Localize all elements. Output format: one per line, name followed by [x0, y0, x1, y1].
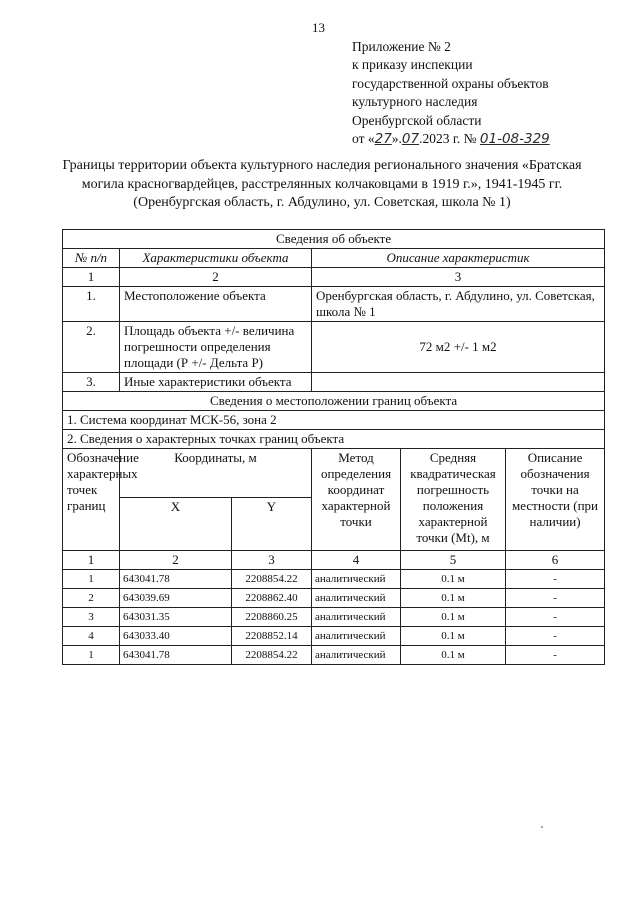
order-number: 01-08-329	[479, 131, 550, 148]
point-method: аналитический	[312, 570, 401, 589]
point-error: 0.1 м	[401, 608, 506, 627]
point-error: 0.1 м	[401, 646, 506, 665]
point-description: -	[506, 570, 605, 589]
index-cell: 3	[232, 551, 312, 570]
point-description: -	[506, 627, 605, 646]
index-cell: 5	[401, 551, 506, 570]
points-heading: 2. Сведения о характерных точках границ объекта	[63, 430, 605, 449]
index-cell: 2	[120, 268, 312, 287]
scan-speck	[541, 826, 543, 828]
table-row	[63, 570, 605, 589]
point-error: 0.1 м	[401, 570, 506, 589]
order-month: 07	[401, 131, 420, 148]
header-method: Метод определения координат характерной точки	[312, 449, 401, 551]
index-cell: 4	[312, 551, 401, 570]
point-description: -	[506, 608, 605, 627]
point-x: 643031.35	[120, 608, 232, 627]
date-separator: ».	[391, 131, 402, 147]
description-cell: 72 м2 +/- 1 м2	[312, 322, 605, 373]
point-y: 2208862.40	[232, 589, 312, 608]
header-coordinates: Координаты, м	[120, 449, 312, 498]
table-row	[63, 373, 605, 392]
appendix-line: государственной охраны объектов	[352, 75, 549, 91]
point-id: 3	[63, 608, 120, 627]
header-x: X	[120, 498, 232, 551]
page-number: 13	[312, 20, 325, 35]
point-error: 0.1 м	[401, 627, 506, 646]
column-header-description: Описание характеристик	[312, 249, 605, 268]
column-header-number: № п/п	[63, 249, 120, 268]
point-id: 2	[63, 589, 120, 608]
appendix-line: Приложение № 2	[352, 39, 451, 54]
header-y: Y	[232, 498, 312, 551]
point-method: аналитический	[312, 646, 401, 665]
table-row	[63, 627, 605, 646]
header-designation: Обозначение характерных точек границ	[63, 449, 120, 551]
point-x: 643039.69	[120, 589, 232, 608]
point-id: 1	[63, 646, 120, 665]
row-number: 2.	[63, 322, 120, 373]
header-point-description: Описание обозначения точки на местности (при наличии)	[506, 449, 605, 551]
table-row	[63, 322, 605, 373]
date-prefix: от «	[352, 131, 375, 147]
object-table	[62, 229, 605, 665]
point-method: аналитический	[312, 608, 401, 627]
table-row	[63, 287, 605, 322]
table-row	[63, 646, 605, 665]
point-id: 4	[63, 627, 120, 646]
table-row	[63, 608, 605, 627]
order-day: 27	[374, 131, 392, 148]
characteristic-cell: Местоположение объекта	[120, 287, 312, 322]
appendix-line: культурного наследия	[352, 94, 478, 110]
table-row	[63, 589, 605, 608]
point-y: 2208860.25	[232, 608, 312, 627]
characteristic-cell: Иные характеристики объекта	[120, 373, 312, 392]
header-error: Средняя квадратическая погрешность положения характерной точки (Mt), м	[401, 449, 506, 551]
point-y: 2208852.14	[232, 627, 312, 646]
column-header-characteristics: Характеристики объекта	[120, 249, 312, 268]
index-cell: 1	[63, 551, 120, 570]
point-error: 0.1 м	[401, 589, 506, 608]
point-id: 1	[63, 570, 120, 589]
point-y: 2208854.22	[232, 646, 312, 665]
point-method: аналитический	[312, 589, 401, 608]
point-method: аналитический	[312, 627, 401, 646]
characteristic-cell: Площадь объекта +/- величина погрешности определения площади (Р +/- Дельта Р)	[120, 322, 312, 373]
point-x: 643041.78	[120, 570, 232, 589]
index-cell: 2	[120, 551, 232, 570]
appendix-block	[352, 38, 550, 148]
index-cell: 1	[63, 268, 120, 287]
date-year: .2023 г. №	[419, 131, 480, 147]
description-cell: Оренбургская область, г. Абдулино, ул. Советская, школа № 1	[312, 287, 605, 322]
appendix-line: к приказу инспекции	[352, 57, 473, 73]
row-number: 3.	[63, 373, 120, 392]
appendix-line: Оренбургской области	[352, 112, 482, 128]
order-date-line	[352, 130, 550, 148]
document-title: Границы территории объекта культурного наследия регионального значения «Братская могила красногвардейцев, расстрелянных колчаковцами в 1919 г.», 1941-1945 гг. (Оренбургская область, г. Абдулино, ул. Советская, школа № 1)	[62, 158, 582, 210]
location-heading: Сведения о местоположении границ объекта	[63, 392, 605, 411]
point-description: -	[506, 589, 605, 608]
index-cell: 3	[312, 268, 605, 287]
point-x: 643033.40	[120, 627, 232, 646]
coordinate-system: 1. Система координат МСК-56, зона 2	[63, 411, 605, 430]
description-cell	[312, 373, 605, 392]
object-info-heading: Сведения об объекте	[63, 230, 605, 249]
point-y: 2208854.22	[232, 570, 312, 589]
index-cell: 6	[506, 551, 605, 570]
row-number: 1.	[63, 287, 120, 322]
point-description: -	[506, 646, 605, 665]
point-x: 643041.78	[120, 646, 232, 665]
